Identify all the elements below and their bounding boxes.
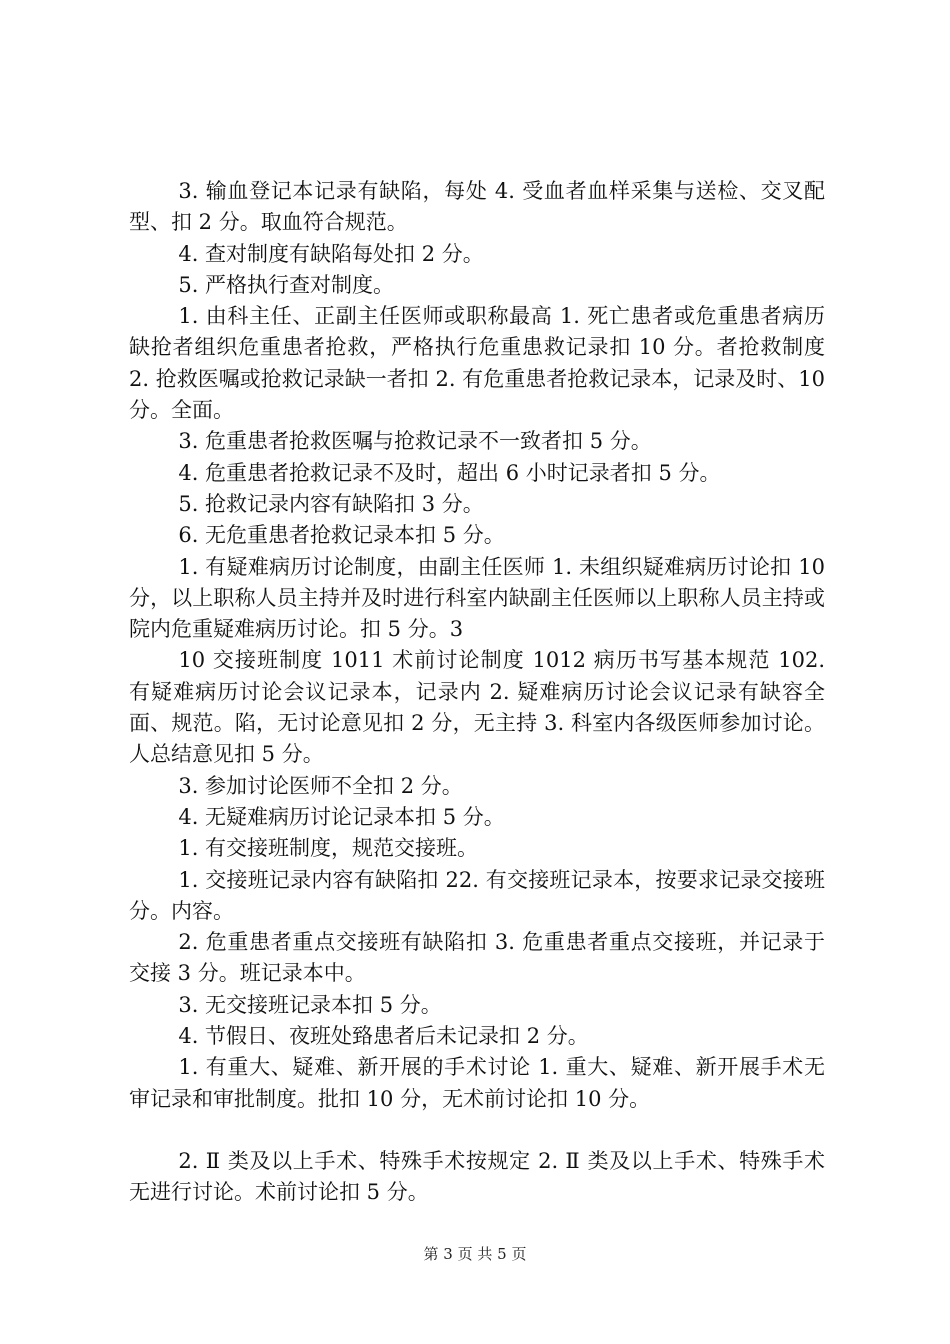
page-number-footer: 第 3 页 共 5 页 (423, 1245, 527, 1263)
paragraph: 4. 无疑难病历讨论记录本扣 5 分。 (178, 804, 505, 829)
paragraph: 1. 有疑难病历讨论制度，由副主任医师 1. 未组织疑难病历讨论扣 10 分，以上职称人员主持并及时进行科室内缺副主任医师以上职称人员主持或院内危重疑难病历讨论。扣 5 分。3 (129, 554, 825, 642)
paragraph: 5. 抢救记录内容有缺陷扣 3 分。 (178, 491, 484, 516)
paragraph: 1. 有重大、疑难、新开展的手术讨论 1. 重大、疑难、新开展手术无审记录和审批制度。批扣 10 分，无术前讨论扣 10 分。 (129, 1055, 825, 1111)
paragraph: 1. 有交接班制度，规范交接班。 (178, 836, 479, 861)
paragraph: 5. 严格执行查对制度。 (178, 272, 395, 297)
paragraph: 2. Ⅱ 类及以上手术、特殊手术按规定 2. Ⅱ 类及以上手术、特殊手术无进行讨论。术前讨论扣 5 分。 (129, 1148, 825, 1205)
paragraph: 4. 查对制度有缺陷每处扣 2 分。 (178, 241, 484, 266)
paragraph: 6. 无危重患者抢救记录本扣 5 分。 (178, 523, 505, 548)
paragraph: 3. 危重患者抢救医嘱与抢救记录不一致者扣 5 分。 (178, 429, 652, 454)
paragraph: 3. 输血登记本记录有缺陷，每处 4. 受血者血样采集与送检、交叉配型、扣 2 分。取血符合规范。 (129, 179, 825, 235)
paragraph: 4. 节假日、夜班处臵患者后未记录扣 2 分。 (178, 1024, 589, 1049)
paragraph: 3. 无交接班记录本扣 5 分。 (178, 992, 442, 1017)
paragraph: 10 交接班制度 1011 术前讨论制度 1012 病历书写基本规范 102. 有疑难病历讨论会议记录本，记录内 2. 疑难病历讨论会议记录有缺容全面、规范。陷，无讨论意见扣 2 分，无主持 3. 科室内各级医师参加讨论。人总结意见扣 5 分。 (129, 648, 825, 767)
paragraph: 4. 危重患者抢救记录不及时，超出 6 小时记录者扣 5 分。 (178, 460, 721, 485)
paragraph: 3. 参加讨论医师不全扣 2 分。 (178, 773, 463, 798)
document-body (129, 176, 825, 1209)
paragraph: 2. 危重患者重点交接班有缺陷扣 3. 危重患者重点交接班，并记录于交接 3 分。班记录本中。 (129, 930, 825, 986)
paragraph: 1. 由科主任、正副主任医师或职称最高 1. 死亡患者或危重患者病历缺抢者组织危重患者抢救，严格执行危重患救记录扣 10 分。者抢救制度 2. 抢救医嘱或抢救记录缺一者扣 2. 有危重患者抢救记录本，记录及时、10 分。全面。 (129, 304, 825, 423)
paragraph: 1. 交接班记录内容有缺陷扣 22. 有交接班记录本，按要求记录交接班分。内容。 (129, 867, 825, 923)
